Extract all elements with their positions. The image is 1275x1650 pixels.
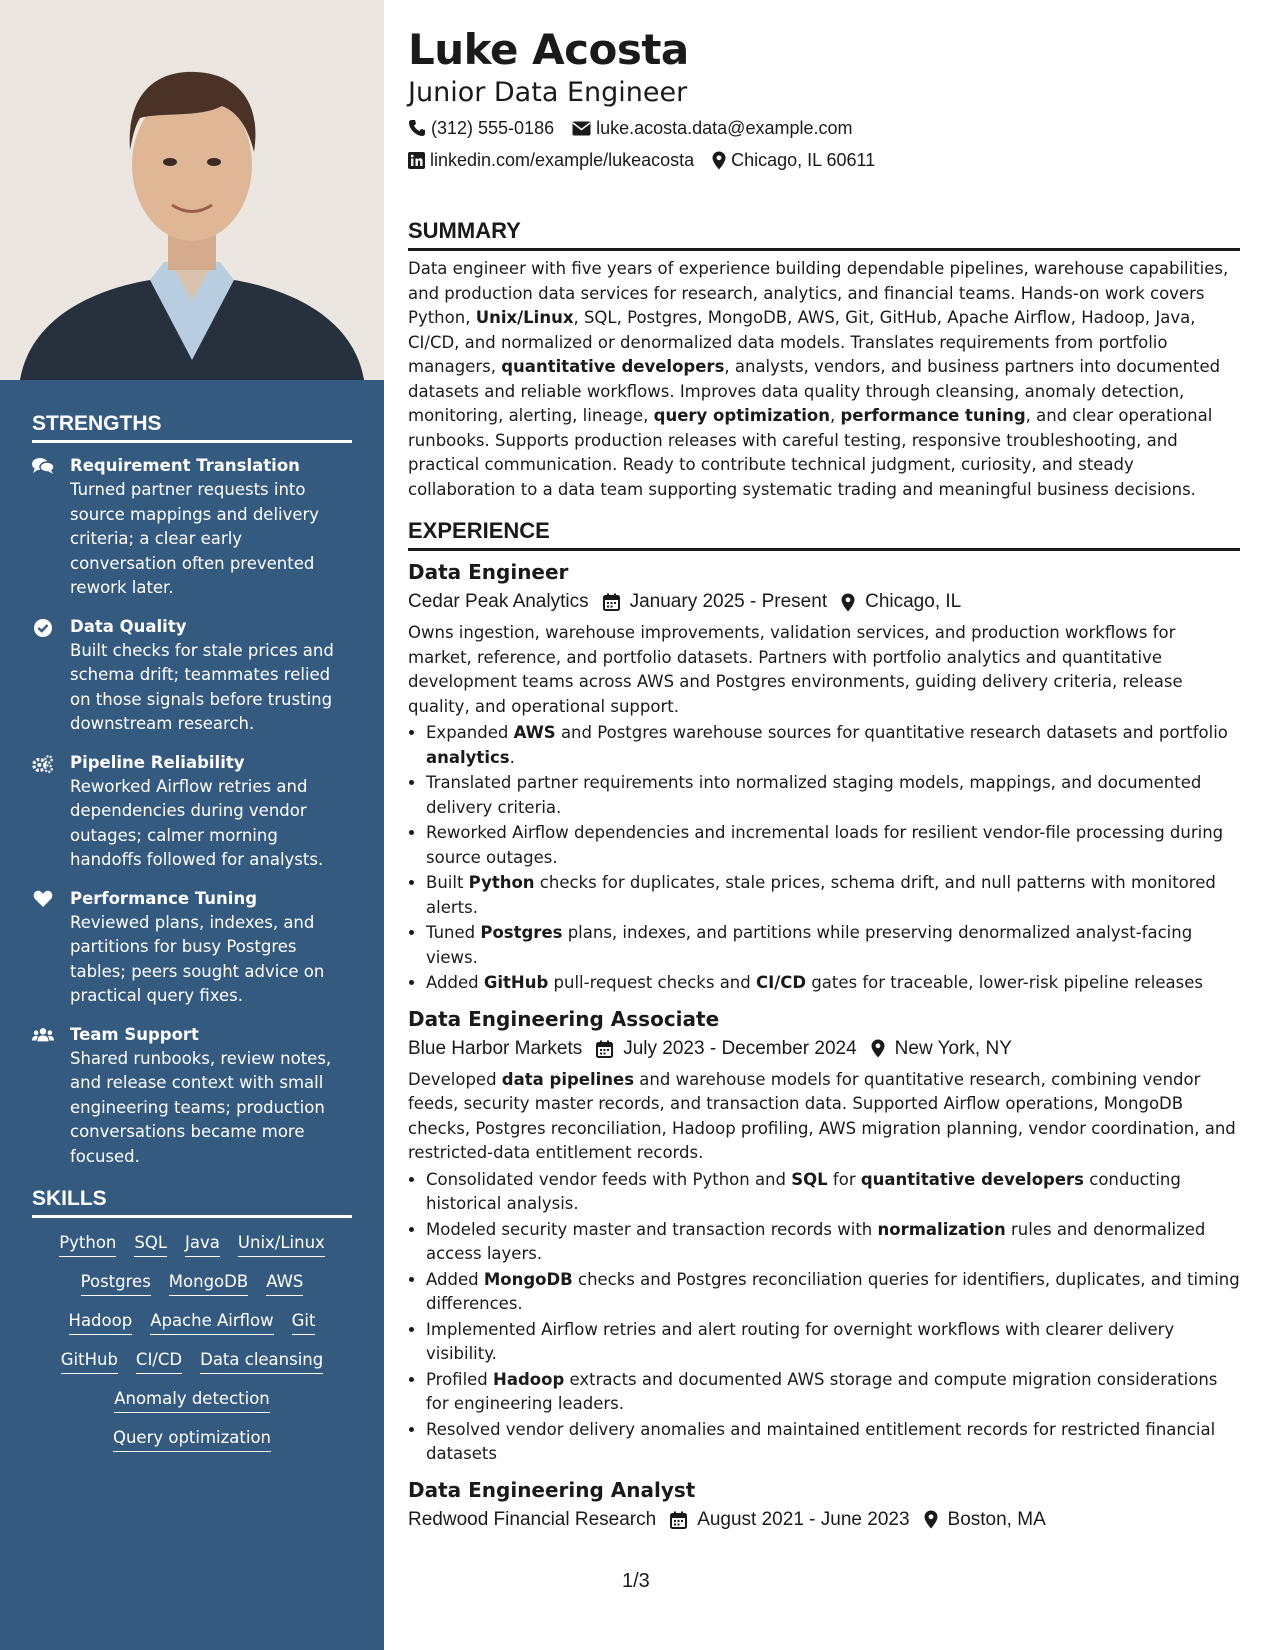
envelope-icon xyxy=(572,121,591,136)
job-meta xyxy=(408,1505,1240,1535)
job-company: Blue Harbor Markets xyxy=(408,1037,583,1059)
text-run: checks and Postgres reconciliation queries for identifiers, duplicates, and timing differences. xyxy=(426,1269,1240,1313)
location-text: Chicago, IL 60611 xyxy=(731,150,876,170)
strength-item xyxy=(32,453,352,601)
text-run: Data engineer with five years of experience building dependable pipelines, warehouse capabilities, and production data services for research, analytics, and financial teams. Hands-on work covers Python, xyxy=(408,259,1229,327)
map-pin-icon xyxy=(871,1039,885,1058)
job-title: Data Engineering Analyst xyxy=(408,1477,696,1502)
phone-contact xyxy=(408,112,554,144)
calendar-icon xyxy=(596,1040,613,1058)
skill-tag: SQL xyxy=(134,1232,167,1257)
skill-tag: Hadoop xyxy=(69,1310,133,1335)
phone-number: (312) 555-0186 xyxy=(431,118,555,138)
text-run: conducting historical analysis. xyxy=(426,1169,1181,1213)
skill-row xyxy=(32,1310,352,1335)
linkedin-url[interactable]: linkedin.com/example/lukeacosta xyxy=(430,150,695,170)
text-run: Modeled security master and transaction records with xyxy=(426,1219,878,1239)
text-run: Added xyxy=(426,973,484,992)
text-run: , SQL, Postgres, MongoDB, AWS, Git, GitHub, Apache Airflow, Hadoop, Java, CI/CD, and normalized or denormalized data models. Translates requirements from portfolio managers, xyxy=(408,308,1196,376)
job-bullet xyxy=(426,1268,1240,1317)
strength-description: Built checks for stale prices and schema drift; teammates relied on those signals before trusting downstream research. xyxy=(70,640,334,733)
job-company: Cedar Peak Analytics xyxy=(408,591,589,612)
experience-list xyxy=(408,557,1240,1535)
job-bullet xyxy=(426,1368,1240,1417)
gears-icon xyxy=(32,754,54,873)
text-run: pull-request checks and xyxy=(548,973,756,992)
job-entry xyxy=(408,1475,1240,1535)
job-bullet xyxy=(426,821,1240,870)
bold-text: quantitative developers xyxy=(501,357,725,376)
bold-text: GitHub xyxy=(483,973,549,992)
text-run: extracts and documented AWS storage and compute migration considerations for engineering leaders. xyxy=(426,1369,1218,1413)
skill-tag: GitHub xyxy=(61,1349,118,1374)
skills-list xyxy=(32,1232,352,1452)
strength-description: Shared runbooks, review notes, and release context with small engineering teams; production conversations became more focused. xyxy=(70,1048,332,1166)
text-run: Owns ingestion, warehouse improvements, validation services, and production workflows for market, reference, and portfolio datasets. Partners with portfolio analytics and quantitative development teams across AWS and Postgres environments, guiding delivery criteria, release quality, and operational support. xyxy=(408,623,1183,716)
job-bullets xyxy=(408,1168,1240,1467)
skill-tag: Postgres xyxy=(81,1271,151,1296)
main-content xyxy=(408,24,1240,1535)
job-description xyxy=(408,621,1240,719)
strength-title: Data Quality xyxy=(70,616,187,636)
job-location: Boston, MA xyxy=(924,1505,1046,1535)
text-run: , xyxy=(829,406,841,425)
experience-heading: EXPERIENCE xyxy=(408,518,1240,551)
text-run: rules and denormalized access layers. xyxy=(426,1219,1206,1263)
comments-icon xyxy=(32,457,54,601)
email-contact xyxy=(572,112,852,144)
job-bullet xyxy=(426,921,1240,970)
skill-row xyxy=(32,1232,352,1257)
strength-description: Reworked Airflow retries and dependencies during vendor outages; calmer morning handoffs followed for analysts. xyxy=(70,776,324,869)
skill-row xyxy=(32,1388,352,1413)
bold-text: quantitative developers xyxy=(860,1169,1084,1189)
linkedin-icon xyxy=(408,152,425,169)
calendar-icon xyxy=(603,593,620,611)
heart-icon xyxy=(32,890,54,1009)
profile-photo xyxy=(0,0,384,380)
text-run: Expanded xyxy=(426,723,514,742)
bold-text: SQL xyxy=(791,1169,828,1189)
skills-heading: SKILLS xyxy=(32,1187,352,1218)
check-circle-icon xyxy=(32,618,54,737)
job-bullet xyxy=(426,771,1240,820)
strength-title: Requirement Translation xyxy=(70,456,300,475)
job-title: Data Engineer xyxy=(408,560,569,584)
job-meta xyxy=(408,587,1240,617)
text-run: Built xyxy=(426,873,469,892)
skill-tag: AWS xyxy=(266,1271,303,1296)
text-run: Consolidated vendor feeds with Python and xyxy=(426,1169,792,1189)
job-location: New York, NY xyxy=(871,1034,1012,1064)
skill-tag: Python xyxy=(59,1232,116,1257)
strength-item xyxy=(32,614,352,737)
text-run: for xyxy=(827,1169,861,1189)
email-address[interactable]: luke.acosta.data@example.com xyxy=(596,118,853,138)
job-meta xyxy=(408,1034,1240,1064)
job-description xyxy=(408,1068,1240,1166)
map-pin-icon xyxy=(712,151,726,170)
bold-text: performance tuning xyxy=(840,406,1026,425)
job-bullet xyxy=(426,971,1240,996)
job-entry xyxy=(408,1004,1240,1467)
job-bullet xyxy=(426,871,1240,920)
page-indicator: 1/3 xyxy=(622,1570,650,1592)
skill-tag: Git xyxy=(292,1310,316,1335)
location-contact xyxy=(712,144,875,176)
job-bullet xyxy=(426,1318,1240,1367)
strengths-heading: STRENGTHS xyxy=(32,412,352,443)
skill-tag: Anomaly detection xyxy=(114,1388,270,1413)
text-run: Profiled xyxy=(426,1369,494,1389)
calendar-icon xyxy=(670,1511,687,1529)
bold-text: Postgres xyxy=(480,923,563,942)
summary-text xyxy=(408,257,1240,502)
bold-text: Python xyxy=(468,873,535,892)
job-bullet xyxy=(426,721,1240,770)
text-run: and Postgres warehouse sources for quantitative research datasets and portfolio xyxy=(555,723,1228,742)
contact-row xyxy=(408,112,1240,144)
skill-tag: Unix/Linux xyxy=(238,1232,325,1257)
strength-description: Reviewed plans, indexes, and partitions for busy Postgres tables; peers sought advice on practical query fixes. xyxy=(70,912,325,1005)
bold-text: MongoDB xyxy=(483,1269,573,1289)
text-run: . xyxy=(509,747,515,767)
text-run: Reworked Airflow dependencies and incremental loads for resilient vendor-file processing during source outages. xyxy=(426,823,1224,867)
sidebar xyxy=(0,0,384,1650)
skill-tag: CI/CD xyxy=(136,1349,182,1374)
text-run: , and clear operational runbooks. Supports production releases with careful testing, responsive troubleshooting, and practical communication. Ready to contribute technical judgment, curiosity, and steady collaboration to a data team supporting systematic trading and meaningful business decisions. xyxy=(408,406,1213,499)
bold-text: query optimization xyxy=(653,406,830,425)
job-company: Redwood Financial Research xyxy=(408,1508,657,1530)
sidebar-content xyxy=(32,412,352,1452)
candidate-title: Junior Data Engineer xyxy=(408,77,688,108)
text-run: checks for duplicates, stale prices, schema drift, and null patterns with monitored alerts. xyxy=(426,873,1216,917)
job-title: Data Engineering Associate xyxy=(408,1006,720,1031)
job-bullet xyxy=(426,1168,1240,1217)
text-run: Resolved vendor delivery anomalies and maintained entitlement records for restricted financial datasets xyxy=(426,1419,1216,1463)
skill-tag: Data cleansing xyxy=(200,1349,323,1374)
bold-text: Unix/Linux xyxy=(475,308,574,327)
skill-tag: MongoDB xyxy=(169,1271,248,1296)
text-run: , analysts, vendors, and business partners into documented datasets and reliable workflows. Improves data quality through cleansing, anomaly detection, monitoring, alerting, lineage, xyxy=(408,357,1221,425)
job-entry xyxy=(408,557,1240,996)
map-pin-icon xyxy=(924,1510,938,1529)
job-dates: July 2023 - December 2024 xyxy=(596,1034,856,1064)
job-dates: January 2025 - Present xyxy=(603,587,828,617)
strength-title: Pipeline Reliability xyxy=(70,752,245,772)
bold-text: analytics xyxy=(426,747,510,767)
linkedin-contact xyxy=(408,144,694,176)
text-run: Translated partner requirements into normalized staging models, mappings, and documented delivery criteria. xyxy=(426,773,1202,817)
contact-row-2 xyxy=(408,144,1240,176)
job-location: Chicago, IL xyxy=(841,587,961,617)
bold-text: normalization xyxy=(877,1219,1006,1239)
job-dates: August 2021 - June 2023 xyxy=(670,1505,909,1535)
bold-text: AWS xyxy=(513,723,556,742)
candidate-name: Luke Acosta xyxy=(408,25,689,74)
strength-item xyxy=(32,750,352,873)
summary-heading: SUMMARY xyxy=(408,218,1240,251)
job-bullet xyxy=(426,1418,1240,1467)
text-run: plans, indexes, and partitions while preserving denormalized analyst-facing views. xyxy=(426,923,1193,967)
text-run: Added xyxy=(426,1269,484,1289)
skill-tag: Apache Airflow xyxy=(150,1310,273,1335)
skill-row xyxy=(32,1271,352,1296)
map-pin-icon xyxy=(841,593,855,612)
strength-title: Performance Tuning xyxy=(70,888,258,908)
skill-tag: Java xyxy=(185,1232,220,1257)
text-run: Developed xyxy=(408,1069,502,1089)
skill-row xyxy=(32,1427,352,1452)
job-bullets xyxy=(408,721,1240,996)
skill-tag: Query optimization xyxy=(113,1427,271,1452)
bold-text: data pipelines xyxy=(501,1069,635,1089)
users-icon xyxy=(32,1026,54,1170)
phone-icon xyxy=(408,119,426,137)
strength-title: Team Support xyxy=(70,1024,199,1044)
strength-item xyxy=(32,886,352,1009)
text-run: Implemented Airflow retries and alert routing for overnight workflows with clearer delivery visibility. xyxy=(426,1319,1175,1363)
text-run: and warehouse models for quantitative research, combining vendor feeds, security master records, and transaction data. Supported Airflow operations, MongoDB checks, Postgres reconciliation, Hadoop profiling, AWS migration planning, vendor coordination, and restricted-data entitlement records. xyxy=(408,1069,1236,1162)
bold-text: CI/CD xyxy=(755,973,807,992)
strength-item xyxy=(32,1022,352,1170)
text-run: Tuned xyxy=(426,923,481,942)
bold-text: Hadoop xyxy=(493,1369,565,1389)
strength-description: Turned partner requests into source mappings and delivery criteria; a clear early conversation often prevented rework later. xyxy=(70,480,320,597)
text-run: gates for traceable, lower-risk pipeline releases xyxy=(806,973,1203,992)
skill-row xyxy=(32,1349,352,1374)
job-bullet xyxy=(426,1218,1240,1267)
